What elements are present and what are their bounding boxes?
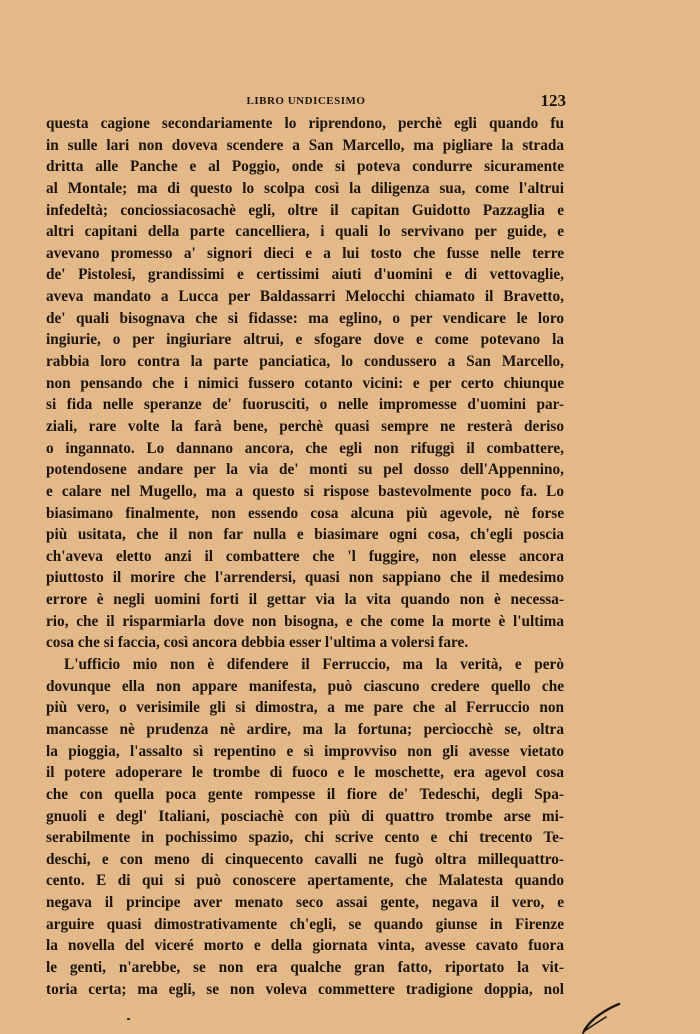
text-line: de' Pistolesi, grandissimi e certissimi aiuti d'uomini e di vettovaglie, <box>46 266 564 284</box>
text-line: che con quella poca gente rompesse il fiore de' Tedeschi, degli Spa- <box>46 785 564 803</box>
text-line: deschi, e con meno di cinquecento cavalli ne fugò oltra millequattro- <box>46 850 564 868</box>
text-line: L'ufficio mio non è difendere il Ferruccio, ma la verità, e però <box>64 656 564 674</box>
text-line: o ingannato. Lo dannano ancora, che egli non rifuggì il combattere, <box>46 439 564 457</box>
page-number: 123 <box>540 91 566 110</box>
body-text <box>46 113 564 1000</box>
text-line: la pioggia, l'assalto sì repentino e sì improvviso non gli avesse vietato <box>46 742 564 760</box>
text-line: il potere adoperare le trombe di fuoco e le moschette, era agevol cosa <box>46 764 564 782</box>
text-line: toria certa; ma egli, se non voleva commettere tradigione doppia, nol <box>46 980 564 998</box>
text-line: infedeltà; conciossiacosachè egli, oltre il capitan Guidotto Pazzaglia e <box>46 201 564 219</box>
text-line: più usitata, che il non far nulla e biasimare ogni cosa, ch'egli poscia <box>46 526 564 544</box>
running-header <box>46 91 566 115</box>
text-line: si fida nelle speranze de' fuorusciti, o nelle impromesse d'uomini par- <box>46 396 564 414</box>
text-line: altri capitani della parte cancelliera, i quali lo servivano per guide, e <box>46 223 564 241</box>
text-line: ch'aveva eletto anzi il combattere che 'l fuggire, non elesse ancora <box>46 547 564 565</box>
text-line: questa cagione secondariamente lo riprendono, perchè egli quando fu <box>46 115 564 132</box>
running-title: LIBRO UNDICESIMO <box>246 95 366 107</box>
text-line: cento. E di qui si può conoscere apertamente, che Malatesta quando <box>46 872 564 890</box>
text-line: rio, che il risparmiarla dove non bisogna, e che come la morte è l'ultima <box>46 612 564 630</box>
text-line: rabbia loro contra la parte panciatica, lo condussero a San Marcello, <box>46 353 564 371</box>
text-line: mancasse nè prudenza nè ardire, ma la fortuna; percìocchè se, oltra <box>46 720 564 738</box>
text-line: la novella del viceré morto e della giornata vinta, avesse cavato fuora <box>46 937 564 955</box>
text-line: errore è negli uomini forti il gettar via la vita quando non è necessa- <box>46 591 564 609</box>
text-line: arguire quasi dimostrativamente ch'egli, se quando giunse in Firenze <box>46 915 564 933</box>
text-line: le genti, n'arebbe, se non era qualche gran fatto, riportato la vit- <box>46 958 564 976</box>
text-line: negava il principe aver menato seco assai gente, negava il vero, e <box>46 894 564 912</box>
text-line: ingiurie, o per ingiuriare altrui, e sfogare dove e come potevano la <box>46 331 564 349</box>
ink-scribble-mark <box>580 1000 622 1034</box>
text-line: ziali, rare volte la farà bene, perchè quasi sempre ne resterà deriso <box>46 417 564 435</box>
text-line: non pensando che i nimici fussero cotanto vicini: e per certo chiunque <box>46 374 564 392</box>
text-line: gnuoli e degl' Italiani, posciachè con più di quattro trombe arse mi- <box>46 807 564 825</box>
text-line: aveva mandato a Lucca per Baldassarri Melocchi chiamato il Bravetto, <box>46 288 564 306</box>
text-line: al Montale; ma di questo lo scolpa così la diligenza sua, come l'altrui <box>46 179 564 197</box>
text-line: dritta alle Panche e al Poggio, onde si poteva condurre sicuramente <box>46 158 564 176</box>
text-line: cosa che si faccia, così ancora debbia esser l'ultima a volersi fare. <box>46 634 469 652</box>
text-line: potendosene andare per la via de' monti su pel dosso dell'Appennino, <box>46 461 564 479</box>
text-line: e calare nel Mugello, ma a questo si rispose bastevolmente poco fa. Lo <box>46 482 564 500</box>
text-line: avevano promesso a' signori dieci e a lui tosto che fusse nelle terre <box>46 244 564 262</box>
text-line: più vero, o verisimile gli si dimostra, a me pare che al Ferruccio non <box>46 699 564 717</box>
text-line: dovunque ella non appare manifesta, può ciascuno credere quello che <box>46 677 564 695</box>
text-line: biasimano finalmente, non essendo cosa alcuna più agevole, nè forse <box>46 504 564 522</box>
text-line: de' quali bisognava che si fidasse: ma eglino, o per vendicare le loro <box>46 309 564 327</box>
text-line: serabilmente in pochissimo spazio, chi scrive cento e chi trecento Te- <box>46 829 564 847</box>
text-line: piuttosto il morire che l'arrendersi, quasi non sappiano che il medesimo <box>46 569 564 587</box>
text-line: in sulle lari non doveva scendere a San Marcello, ma pigliare la strada <box>46 136 564 154</box>
ink-speck <box>127 1018 130 1020</box>
